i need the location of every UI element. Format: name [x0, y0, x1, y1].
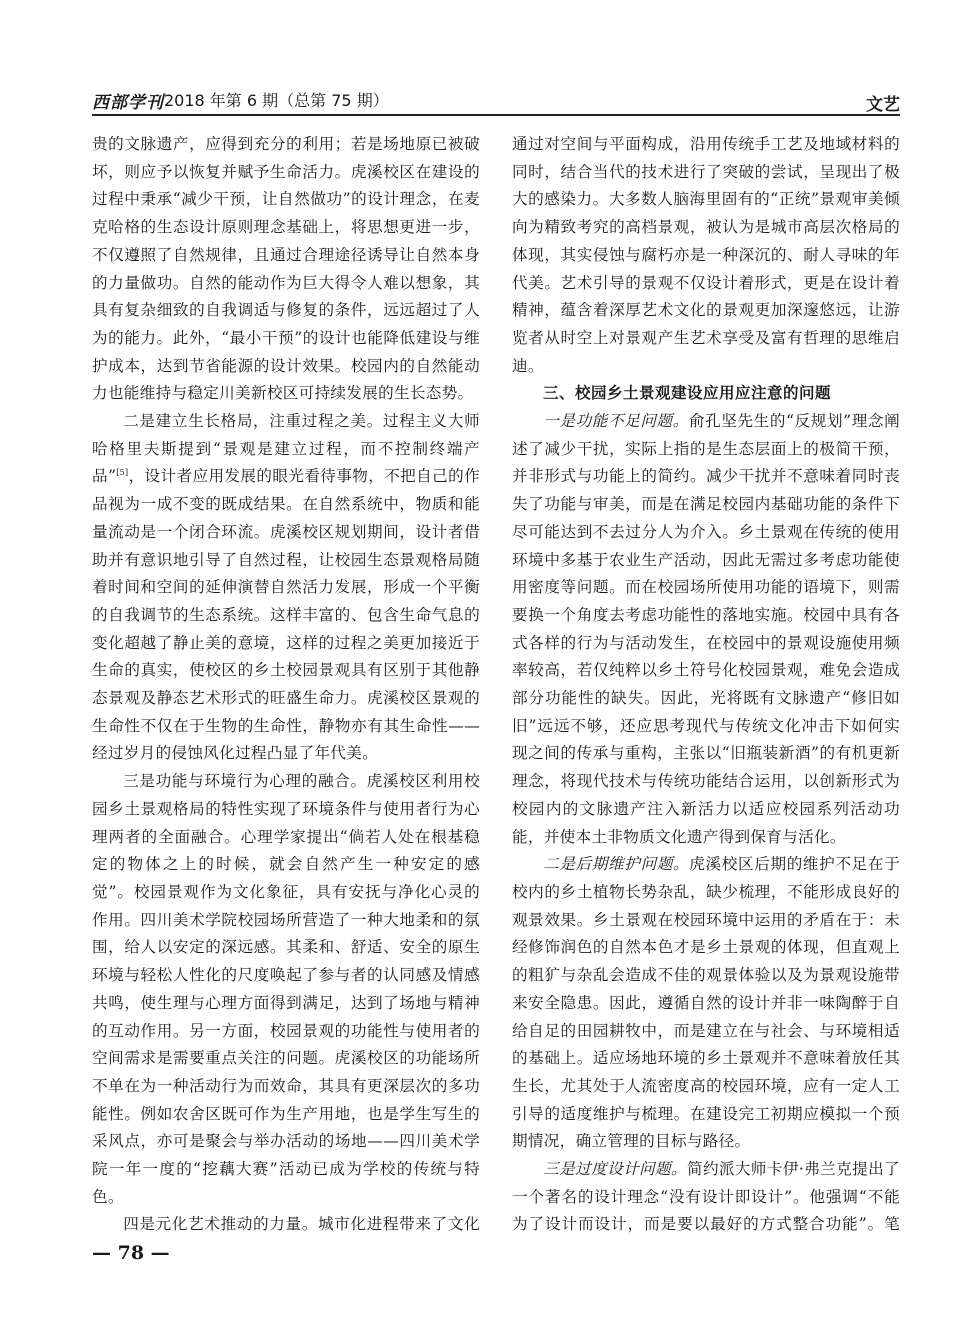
issue-info: 2018 年第 6 期（总第 75 期）	[164, 91, 389, 110]
paragraph-text: 二是建立生长格局，注重过程之美。过程主义大师哈格里夫斯提到“景观是建立过程，而不控制终端产品”	[92, 412, 480, 486]
paragraph-lead: 三是过度设计问题。	[543, 1160, 687, 1179]
paragraph-text: 俞孔坚先生的“反规划”理念阐述了减少干扰，实际上指的是生态层面上的极简干预，并非形式与功能上的简约。减少干扰并不意味着同时丧失了功能与审美，而是在满足校园内基础功能的条件下尽可能达到不去过分人为介入。乡土景观在传统的使用环境中多基于农业生产活动，因此无需过多考虑功能使用密度等问题。而在校园场所使用功能的语境下，则需要换一个角度去考虑功能性的落地实施。校园中具有各式各样的行为与活动发生，在校园中的景观设施使用频率较高，若仅纯粹以乡土符号化校园景观，难免会造成部分功能性的缺失。因此，光将既有文脉遗产“修旧如旧”远远不够，还应思考现代与传统文化冲击下如何实现之间的传承与重构，主张以“旧瓶装新酒”的有机更新理念，将现代技术与传统功能结合运用，以创新形式为校园内的文脉遗产注入新活力以适应校园系列活动功能，并使本土非物质文化遗产得到保育与活化。	[512, 412, 900, 846]
paragraph-text: ，设计者应用发展的眼光看待事物，不把自己的作品视为一成不变的既成结果。在自然系统中，物质和能量流动是一个闭合环流。虎溪校区规划期间，设计者借助并有意识地引导了自然过程，让校园生态景观格局随着时间和空间的延伸演替自然活力发展，形成一个平衡的自我调节的生态系统。这样丰富的、包含生命气息的变化超越了静止美的意境，这样的过程之美更加接近于生命的真实，使校区的乡土校园景观具有区别于其他静态景观及静态艺术形式的旺盛生命力。虎溪校区景观的生命性不仅在于生物的生命性，静物亦有其生命性——经过岁月的侵蚀风化过程凸显了年代美。	[92, 467, 480, 763]
page-number: — 78 —	[92, 1242, 170, 1264]
section-label: 文艺	[866, 95, 900, 115]
paragraph	[512, 851, 900, 1156]
header-rule	[92, 114, 900, 116]
paragraph: 四是元化艺术推动的力量。城市化进程带来了文化	[123, 1215, 480, 1234]
paragraph-text: 简约派大师卡伊·弗兰克提出了一个著名的设计理念“没有设计即设计”。他强调“不能为了设计而设计，而是要以最好的方式整合功能”。笔	[512, 1160, 900, 1234]
paragraph: 贵的文脉遗产，应得到充分的利用；若是场地原已被破坏，则应予以恢复并赋予生命活力。虎溪校区在建设的过程中秉承“减少干预，让自然做功”的设计理念，在麦克哈格的生态设计原则理念基础上，将思想更进一步，不仅遵照了自然规律，且通过合理途径诱导让自然本身的力量做功。自然的能动作为巨大得令人难以想象，其具有复杂细致的自我调适与修复的条件，远远超过了人为的能力。此外，“最小干预”的设计也能降低建设与维护成本，达到节省能源的设计效果。校园内的自然能动力也能维持与稳定川美新校区可持续发展的生长态势。	[92, 135, 480, 403]
right-column	[512, 131, 900, 1239]
paragraph	[512, 408, 900, 851]
paragraph-text: 虎溪校区后期的维护不足在于校内的乡土植物长势杂乱，缺少梳理，不能形成良好的观景效果。乡土景观在校园环境中运用的矛盾在于：未经修饰润色的自然本色才是乡土景观的体现，但直观上的粗犷与杂乱会造成不佳的观景体验以及为景观设施带来安全隐患。因此，遵循自然的设计并非一味陶醉于自给自足的田园耕牧中，而是建立在与社会、与环境相适的基础上。适应场地环境的乡土景观并不意味着放任其生长，尤其处于人流密度高的校园环境，应有一定人工引导的适度维护与梳理。在建设完工初期应模拟一个预期情况，确立管理的目标与路径。	[512, 855, 900, 1151]
left-column	[92, 131, 480, 1239]
journal-logo: 西部学刊	[92, 93, 164, 113]
paragraph-lead: 二是后期维护问题。	[543, 855, 690, 874]
paragraph-lead: 一是功能不足问题。	[543, 412, 689, 431]
page-header	[92, 80, 900, 114]
paragraph	[92, 408, 480, 768]
citation-ref: [5]	[116, 468, 129, 478]
paragraph: 三是功能与环境行为心理的融合。虎溪校区利用校园乡土景观格局的特性实现了环境条件与使用者行为心理两者的全面融合。心理学家提出“倘若人处在根基稳定的物体之上的时候，就会自然产生一种安定的感觉”。校园景观作为文化象征，具有安抚与净化心灵的作用。四川美术学院校园场所营造了一种大地柔和的氛围，给人以安定的深远感。其柔和、舒适、安全的原生环境与轻松人性化的尺度唤起了参与者的认同感及情感共鸣，使生理与心理方面得到满足，达到了场地与精神的互动作用。另一方面，校园景观的功能性与使用者的空间需求是需要重点关注的问题。虎溪校区的功能场所不单在为一种活动行为而效命，其具有更深层次的多功能性。例如农舍区既可作为生产用地，也是学生写生的采风点，亦可是聚会与举办活动的场地——四川美术学院一年一度的“挖藕大赛”活动已成为学校的传统与特色。	[92, 772, 480, 1206]
section-heading: 三、校园乡土景观建设应用应注意的问题	[543, 384, 832, 403]
paragraph: 通过对空间与平面构成，沿用传统手工艺及地域材料的同时，结合当代的技术进行了突破的尝试，呈现出了极大的感染力。大多数人脑海里固有的“正统”景观审美倾向为精致考究的高档景观，被认为是城市高层次格局的体现，其实侵蚀与腐朽亦是一种深沉的、耐人寻味的年代美。艺术引导的景观不仅设计着形式，更是在设计着精神，蕴含着深厚艺术文化的景观更加深邃悠远，让游览者从时空上对景观产生艺术享受及富有哲理的思维启迪。	[512, 135, 900, 375]
paragraph	[512, 1156, 900, 1239]
